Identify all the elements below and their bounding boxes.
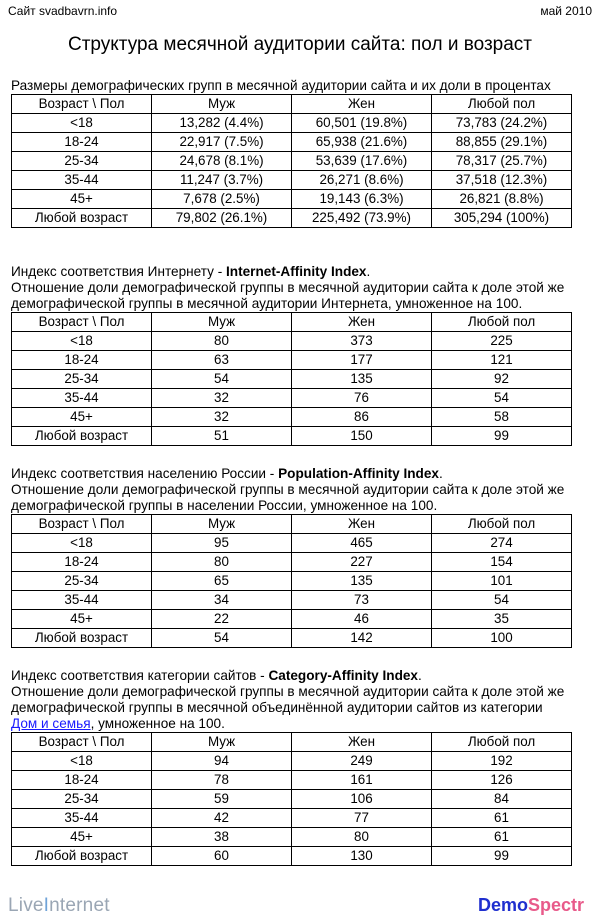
- table-cell: 35-44: [12, 171, 152, 190]
- table-row: [12, 114, 572, 133]
- table-cell: 77: [292, 809, 432, 828]
- logo-part: Live: [8, 895, 44, 916]
- table-cell: 150: [292, 427, 432, 446]
- col-header: Муж: [152, 313, 292, 332]
- section-title-text: Индекс соответствия населению России -: [11, 466, 279, 481]
- section-title-text: Индекс соответствия Интернету -: [11, 264, 227, 279]
- section-title-end: .: [418, 668, 422, 683]
- col-header: Любой пол: [432, 733, 572, 752]
- col-header: Любой пол: [432, 95, 572, 114]
- audience-size-table: [11, 94, 572, 228]
- table-cell: 99: [432, 427, 572, 446]
- table-cell: 35-44: [12, 809, 152, 828]
- col-header: Возраст \ Пол: [12, 515, 152, 534]
- table-row: [12, 370, 572, 389]
- table-cell: 92: [432, 370, 572, 389]
- col-header: Жен: [292, 95, 432, 114]
- top-bar: [8, 4, 592, 20]
- table-cell: 227: [292, 553, 432, 572]
- table-cell: 192: [432, 752, 572, 771]
- table-cell: 84: [432, 790, 572, 809]
- table-cell: 65,938 (21.6%): [292, 133, 432, 152]
- table-header-row: [12, 313, 572, 332]
- table-cell: 25-34: [12, 572, 152, 591]
- table-cell: 46: [292, 610, 432, 629]
- table-cell: 13,282 (4.4%): [152, 114, 292, 133]
- section-population-affinity: [11, 466, 571, 648]
- table-row: [12, 610, 572, 629]
- table-row: [12, 553, 572, 572]
- table-cell: 80: [152, 553, 292, 572]
- table-cell: 78,317 (25.7%): [432, 152, 572, 171]
- table-header-row: [12, 95, 572, 114]
- site-name: Сайт svadbavrn.info: [8, 4, 118, 18]
- section-description: [11, 684, 571, 732]
- table-cell: 126: [432, 771, 572, 790]
- table-cell: 45+: [12, 828, 152, 847]
- logo-part: Spectr: [527, 895, 584, 915]
- table-cell: 51: [152, 427, 292, 446]
- section-description: Размеры демографических групп в месячной аудитории сайта и их доли в процентах: [11, 78, 551, 93]
- table-cell: 7,678 (2.5%): [152, 190, 292, 209]
- section-title-end: .: [438, 466, 443, 481]
- table-cell: 100: [432, 629, 572, 648]
- section-internet-affinity: [11, 264, 571, 446]
- table-cell: 225,492 (73.9%): [292, 209, 432, 228]
- table-cell: 79,802 (26.1%): [152, 209, 292, 228]
- index-name: Population-Affinity Index: [278, 466, 439, 481]
- table-cell: 63: [152, 351, 292, 370]
- col-header: Возраст \ Пол: [12, 95, 152, 114]
- table-cell: 19,143 (6.3%): [292, 190, 432, 209]
- table-cell: 53,639 (17.6%): [292, 152, 432, 171]
- table-row: [12, 209, 572, 228]
- table-cell: 45+: [12, 610, 152, 629]
- table-cell: 142: [292, 629, 432, 648]
- table-cell: 65: [152, 572, 292, 591]
- table-cell: 101: [432, 572, 572, 591]
- table-cell: <18: [12, 114, 152, 133]
- section-title: [11, 466, 571, 482]
- description-end: , умноженное на 100.: [90, 716, 225, 731]
- col-header: Любой пол: [432, 515, 572, 534]
- table-cell: <18: [12, 534, 152, 553]
- table-cell: 60: [152, 847, 292, 866]
- table-row: [12, 771, 572, 790]
- table-cell: 32: [152, 408, 292, 427]
- section-category-affinity: [11, 668, 571, 866]
- table-header-row: [12, 733, 572, 752]
- table-cell: 25-34: [12, 370, 152, 389]
- table-cell: 465: [292, 534, 432, 553]
- table-row: [12, 171, 572, 190]
- table-row: [12, 790, 572, 809]
- section-title-text: Индекс соответствия категории сайтов -: [11, 668, 269, 683]
- table-row: [12, 809, 572, 828]
- table-cell: 35-44: [12, 591, 152, 610]
- section-description: Отношение доли демографической группы в месячной аудитории сайта к доле этой же демографической группы в месячной аудитории Интернета, умноженное на 100.: [11, 280, 565, 311]
- table-cell: Любой возраст: [12, 847, 152, 866]
- table-cell: 11,247 (3.7%): [152, 171, 292, 190]
- category-link[interactable]: Дом и семья: [11, 716, 91, 731]
- table-row: [12, 190, 572, 209]
- table-cell: 25-34: [12, 152, 152, 171]
- table-cell: 25-34: [12, 790, 152, 809]
- table-header-row: [12, 515, 572, 534]
- table-cell: 18-24: [12, 133, 152, 152]
- table-cell: 61: [432, 809, 572, 828]
- table-cell: 274: [432, 534, 572, 553]
- table-cell: 37,518 (12.3%): [432, 171, 572, 190]
- footer: [8, 895, 584, 919]
- table-cell: 26,821 (8.8%): [432, 190, 572, 209]
- col-header: Любой пол: [432, 313, 572, 332]
- table-cell: 38: [152, 828, 292, 847]
- table-cell: 154: [432, 553, 572, 572]
- col-header: Возраст \ Пол: [12, 313, 152, 332]
- section-title-end: .: [366, 264, 371, 279]
- liveinternet-logo[interactable]: [8, 895, 110, 917]
- table-cell: Любой возраст: [12, 427, 152, 446]
- table-cell: Любой возраст: [12, 209, 152, 228]
- description-text: Отношение доли демографической группы в месячной аудитории сайта к доле этой же демографической группы в месячной объединённой аудитории сайтов из категории: [11, 684, 565, 715]
- table-cell: 177: [292, 351, 432, 370]
- internet-affinity-table: [11, 312, 572, 446]
- logo-part: I: [43, 895, 50, 916]
- logo-part: Demo: [477, 895, 528, 915]
- col-header: Муж: [152, 733, 292, 752]
- table-cell: 60,501 (19.8%): [292, 114, 432, 133]
- table-row: [12, 591, 572, 610]
- table-cell: 45+: [12, 190, 152, 209]
- index-name: Internet-Affinity Index: [226, 264, 367, 279]
- table-row: [12, 351, 572, 370]
- table-cell: 54: [432, 389, 572, 408]
- table-row: [12, 847, 572, 866]
- table-cell: 249: [292, 752, 432, 771]
- section-description: Отношение доли демографической группы в месячной аудитории сайта к доле этой же демографической группы в населении России, умноженное на 100.: [11, 482, 565, 513]
- table-row: [12, 152, 572, 171]
- table-cell: <18: [12, 332, 152, 351]
- table-cell: 130: [292, 847, 432, 866]
- table-cell: 106: [292, 790, 432, 809]
- table-cell: 305,294 (100%): [432, 209, 572, 228]
- col-header: Муж: [152, 515, 292, 534]
- table-cell: 24,678 (8.1%): [152, 152, 292, 171]
- table-cell: 86: [292, 408, 432, 427]
- page-title: Структура месячной аудитории сайта: пол и возраст: [67, 34, 532, 55]
- table-row: [12, 572, 572, 591]
- table-cell: 225: [432, 332, 572, 351]
- population-affinity-table: [11, 514, 572, 648]
- table-row: [12, 629, 572, 648]
- col-header: Жен: [292, 733, 432, 752]
- category-affinity-table: [11, 732, 572, 866]
- table-cell: Любой возраст: [12, 629, 152, 648]
- table-row: [12, 389, 572, 408]
- table-cell: 99: [432, 847, 572, 866]
- table-cell: 73,783 (24.2%): [432, 114, 572, 133]
- table-cell: 59: [152, 790, 292, 809]
- section-audience-size: [11, 78, 571, 228]
- table-row: [12, 534, 572, 553]
- index-name: Category-Affinity Index: [268, 668, 418, 683]
- section-title: [11, 264, 571, 280]
- table-cell: 54: [432, 591, 572, 610]
- table-cell: 42: [152, 809, 292, 828]
- table-cell: 58: [432, 408, 572, 427]
- table-cell: 34: [152, 591, 292, 610]
- table-cell: 80: [292, 828, 432, 847]
- table-row: [12, 828, 572, 847]
- logo-part: nternet: [49, 895, 110, 916]
- table-cell: 18-24: [12, 351, 152, 370]
- table-cell: 32: [152, 389, 292, 408]
- table-row: [12, 408, 572, 427]
- section-title: [11, 668, 571, 684]
- table-cell: 45+: [12, 408, 152, 427]
- table-cell: 88,855 (29.1%): [432, 133, 572, 152]
- table-row: [12, 427, 572, 446]
- table-cell: 78: [152, 771, 292, 790]
- table-cell: 373: [292, 332, 432, 351]
- table-cell: 18-24: [12, 553, 152, 572]
- table-cell: 26,271 (8.6%): [292, 171, 432, 190]
- table-cell: 54: [152, 370, 292, 389]
- table-cell: <18: [12, 752, 152, 771]
- table-cell: 35: [432, 610, 572, 629]
- col-header: Жен: [292, 515, 432, 534]
- table-row: [12, 752, 572, 771]
- table-row: [12, 332, 572, 351]
- table-cell: 135: [292, 572, 432, 591]
- table-cell: 22,917 (7.5%): [152, 133, 292, 152]
- table-cell: 73: [292, 591, 432, 610]
- col-header: Жен: [292, 313, 432, 332]
- table-cell: 95: [152, 534, 292, 553]
- demospectr-logo[interactable]: [478, 895, 584, 916]
- col-header: Возраст \ Пол: [12, 733, 152, 752]
- table-cell: 161: [292, 771, 432, 790]
- table-cell: 121: [432, 351, 572, 370]
- table-cell: 135: [292, 370, 432, 389]
- table-cell: 80: [152, 332, 292, 351]
- table-cell: 54: [152, 629, 292, 648]
- table-cell: 22: [152, 610, 292, 629]
- report-date: май 2010: [540, 4, 592, 18]
- table-cell: 61: [432, 828, 572, 847]
- table-cell: 35-44: [12, 389, 152, 408]
- table-row: [12, 133, 572, 152]
- table-cell: 76: [292, 389, 432, 408]
- col-header: Муж: [152, 95, 292, 114]
- table-cell: 94: [152, 752, 292, 771]
- table-cell: 18-24: [12, 771, 152, 790]
